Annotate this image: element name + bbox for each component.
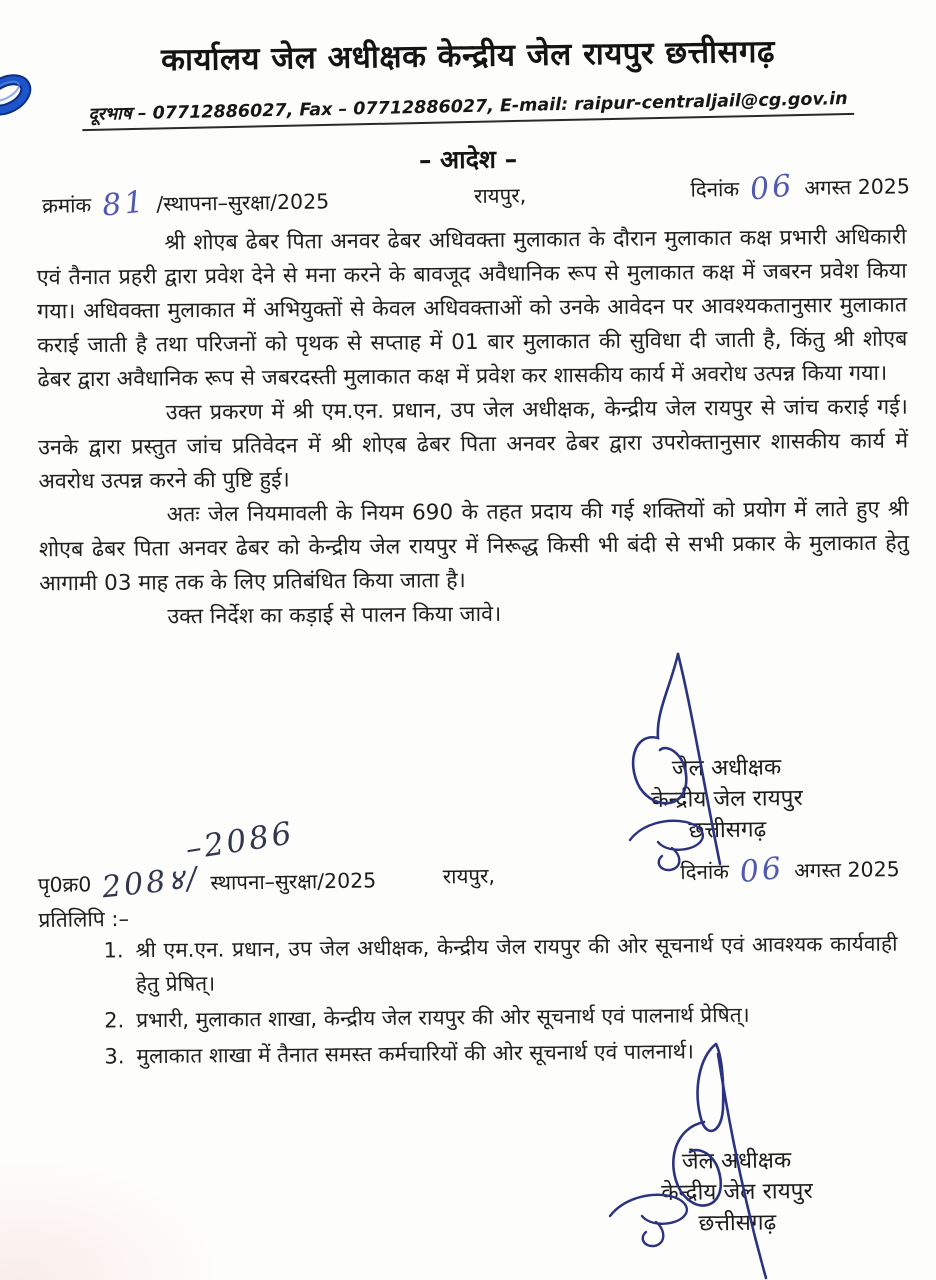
signatory-block-upper [611,751,842,847]
order-date-suffix: अगस्त 2025 [804,174,911,200]
signatory-designation: जेल अधीक्षक [681,1147,792,1175]
order-place: रायपुर, [473,183,527,209]
endorsement-place: रायपुर, [442,863,496,889]
copy-item-3 [104,1033,898,1074]
copy-item-text: प्रभारी, मुलाकात शाखा, केन्द्रीय जेल रायपुर की ओर सूचनार्थ एवं पालनार्थ प्रेषित्। [136,1002,750,1033]
signatory-state: छत्तीसगढ़ [698,1209,777,1237]
office-title: कार्यालय जेल अधीक्षक केन्द्रीय जेल रायपुर छत्तीसगढ़ [160,33,776,79]
copy-to-list [103,927,898,1076]
order-body [36,221,909,636]
signatory-office: केन्द्रीय जेल रायपुर [661,1177,813,1207]
endorsement-row [37,850,910,906]
order-number-handwritten: 81 [100,184,148,224]
paragraph-4: उक्त निर्देश का कड़ाई से पालन किया जावे। [167,601,502,630]
endorsement-number-label: पृ0क्र0 [37,872,92,898]
copy-item-2 [104,997,898,1038]
copy-item-number: 2. [104,1008,125,1033]
copy-item-number: 3. [104,1044,125,1069]
paragraph-1: श्री शोएब ढेबर पिता अनवर ढेबर अधिवक्ता मुलाकात के दौरान मुलाकात कक्ष प्रभारी अधिकारी एवं तैनात प्रहरी द्वारा प्रवेश देने से मना करने के बावजूद अवैधानिक रूप से मुलाकात कक्ष में जबरन प्रवेश किया गया। अधिवक्ता मुलाकात में अभियुक्तों से केवल अधिवक्ताओं को उनके आवेदन पर आवश्यकतानुसार मुलाकात कराई जाती है तथा परिजनों को पृथक से सप्ताह में 01 बार मुलाकात की सुविधा दी जाती है, किंतु श्री शोएब ढेबर द्वारा अवैधानिक रूप से जबरदस्ती मुलाकात कक्ष में प्रवेश कर शासकीय कार्य में अवरोध उत्पन्न किया गया। [36,224,908,393]
order-number [41,184,330,224]
order-number-suffix: /स्थापना–सुरक्षा/2025 [156,189,330,217]
contact-line [0,84,936,133]
order-heading: – आदेश – [418,144,518,175]
order-date [690,168,911,208]
paragraph-3: अतः जेल नियमावली के नियम 690 के तहत प्रदाय की गई शक्तियों को प्रयोग में लाते हुए श्री शोएब ढेबर पिता अनवर ढेबर को केन्द्रीय जेल रायपुर में निरूद्ध किसी भी बंदी से सभी प्रकार के मुलाकात हेतु आगामी 03 माह तक के लिए प्रतिबंधित किया जाता है। [38,496,910,597]
order-date-label: दिनांक [690,176,740,202]
copy-item-text: मुलाकात शाखा में तैनात समस्त कर्मचारियों की ओर सूचनार्थ एवं पालनार्थ। [136,1039,695,1069]
endorsement-date-label: दिनांक [680,859,730,885]
endorsement-date-suffix: अगस्त 2025 [794,857,900,883]
order-date-handwritten: 06 [748,168,796,208]
signatory-designation: जेल अधीक्षक [671,754,782,782]
endorsement-number-suffix: स्थापना–सुरक्षा/2025 [210,868,377,895]
copy-to-label: प्रतिलिपि :– [38,906,130,933]
endorsement-number-handwritten: 208४/ [100,860,202,906]
copy-item-number: 1. [103,938,124,963]
contact-text: दूरभाष – 07712886027, Fax – 07712886027, E-mail: raipur-centraljail@cg.gov.in [82,86,854,131]
paragraph-2: उक्त प्रकरण में श्री एम.एन. प्रधान, उप जेल अधीक्षक, केन्द्रीय जेल रायपुर से जांच कराई गई। उनके द्वारा प्रस्तुत जांच प्रतिवेदन में श्री शोएब ढेबर पिता अनवर ढेबर द्वारा उपरोक्तानुसार शासकीय कार्य में अवरोध उत्पन्न करने की पुष्टि हुई। [38,394,909,495]
signatory-state: छत्तीसगढ़ [688,816,767,844]
signatory-office: केन्द्रीय जेल रायपुर [651,784,803,814]
endorsement-number-correction: –2086 [183,815,297,868]
endorsement-date-handwritten: 06 [737,850,786,891]
copy-item-1 [103,927,898,1002]
copy-item-text: श्री एम.एन. प्रधान, उप जेल अधीक्षक, केन्द्रीय जेल रायपुर की ओर सूचनार्थ एवं आवश्यक कार्यवाही हेतु प्रेषित्। [135,931,898,997]
order-number-label: क्रमांक [41,193,92,218]
signatory-block-lower [621,1144,852,1240]
endorsement-number [37,860,377,906]
endorsement-date [680,850,900,891]
